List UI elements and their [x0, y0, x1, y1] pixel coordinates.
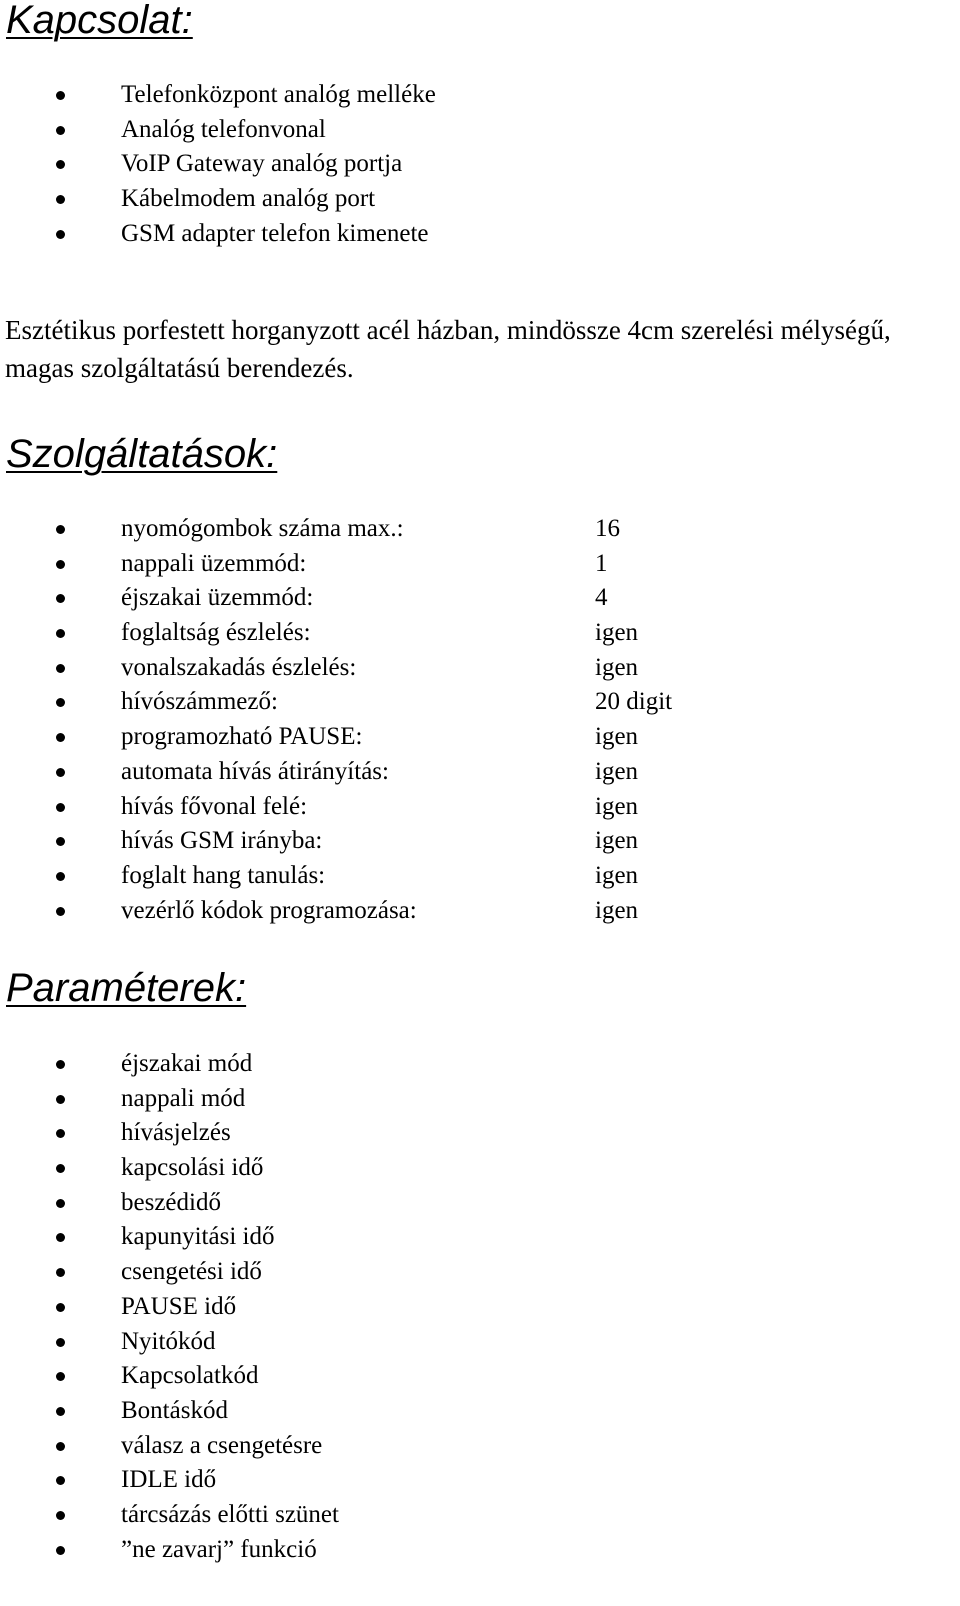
parameterek-heading: Paraméterek:	[6, 966, 247, 1010]
bullet-icon	[56, 1164, 65, 1173]
bullet-icon	[56, 872, 65, 881]
list-item-label: Telefonközpont analóg melléke	[121, 81, 436, 108]
bullet-icon	[56, 195, 65, 204]
bullet-icon	[56, 525, 65, 534]
feature-label: vezérlő kódok programozása:	[121, 896, 417, 924]
list-item-label: ”ne zavarj” funkció	[121, 1535, 317, 1563]
feature-label: éjszakai üzemmód:	[121, 584, 314, 612]
bullet-icon	[56, 91, 65, 100]
bullet-icon	[56, 1233, 65, 1242]
bullet-icon	[56, 1407, 65, 1416]
bullet-icon	[56, 1476, 65, 1485]
bullet-icon	[56, 907, 65, 916]
feature-value: igen	[595, 723, 639, 751]
list-item-label: nappali mód	[121, 1084, 246, 1112]
bullet-icon	[56, 160, 65, 169]
bullet-icon	[56, 126, 65, 135]
list-item-label: Analóg telefonvonal	[121, 115, 326, 143]
list-item-label: beszédidő	[121, 1188, 221, 1216]
bullet-icon	[56, 768, 65, 777]
bullet-icon	[56, 560, 65, 569]
bullet-icon	[56, 803, 65, 812]
description-paragraph: Esztétikus porfestett horganyzott acél házban, mindössze 4cm szerelési mélységű, magas szolgáltatású berendezés.	[5, 315, 891, 383]
list-item-label: kapcsolási idő	[121, 1154, 264, 1182]
bullet-icon	[56, 698, 65, 707]
list-item-label: VoIP Gateway analóg portja	[121, 150, 403, 178]
feature-label: nyomógombok száma max.:	[121, 515, 404, 542]
bullet-icon	[56, 1095, 65, 1104]
list-item-label: hívásjelzés	[121, 1119, 231, 1147]
feature-value: igen	[595, 896, 639, 924]
feature-label: automata hívás átirányítás:	[121, 757, 389, 785]
bullet-icon	[56, 1129, 65, 1138]
feature-label: programozható PAUSE:	[121, 723, 363, 751]
feature-label: foglalt hang tanulás:	[121, 861, 326, 889]
feature-label: foglaltság észlelés:	[121, 619, 311, 647]
feature-label: vonalszakadás észlelés:	[121, 653, 357, 681]
list-item-label: csengetési idő	[121, 1258, 262, 1286]
list-item-label: válasz a csengetésre	[121, 1431, 323, 1459]
list-item-label: PAUSE idő	[121, 1292, 237, 1320]
list-item-label: Kábelmodem analóg port	[121, 185, 376, 213]
feature-value: igen	[595, 861, 639, 889]
list-item-label: tárcsázás előtti szünet	[121, 1500, 339, 1528]
bullet-icon	[56, 629, 65, 638]
feature-value: 1	[595, 549, 608, 577]
bullet-icon	[56, 1268, 65, 1277]
feature-value: 16	[595, 515, 620, 542]
kapcsolat-heading: Kapcsolat:	[6, 0, 193, 42]
feature-label: hívószámmező:	[121, 688, 278, 716]
bullet-icon	[56, 230, 65, 239]
bullet-icon	[56, 1199, 65, 1208]
list-item-label: Kapcsolatkód	[121, 1362, 259, 1390]
bullet-icon	[56, 1511, 65, 1520]
list-item-label: Nyitókód	[121, 1327, 216, 1355]
bullet-icon	[56, 837, 65, 846]
feature-value: igen	[595, 792, 639, 820]
bullet-icon	[56, 1546, 65, 1555]
list-item-label: IDLE idő	[121, 1466, 217, 1494]
bullet-icon	[56, 664, 65, 673]
bullet-icon	[56, 733, 65, 742]
bullet-icon	[56, 1303, 65, 1312]
bullet-icon	[56, 594, 65, 603]
feature-value: igen	[595, 827, 639, 855]
list-item-label: kapunyitási idő	[121, 1223, 275, 1251]
feature-value: 20 digit	[595, 688, 673, 716]
feature-value: igen	[595, 653, 639, 681]
list-item-label: Bontáskód	[121, 1396, 228, 1424]
bullet-icon	[56, 1338, 65, 1347]
feature-label: nappali üzemmód:	[121, 549, 307, 577]
feature-label: hívás fővonal felé:	[121, 792, 308, 820]
bullet-icon	[56, 1060, 65, 1069]
bullet-icon	[56, 1442, 65, 1451]
feature-value: igen	[595, 619, 639, 647]
feature-label: hívás GSM irányba:	[121, 827, 323, 855]
list-item-label: GSM adapter telefon kimenete	[121, 219, 429, 247]
feature-value: 4	[595, 584, 608, 612]
szolgaltatasok-heading: Szolgáltatások:	[6, 432, 278, 476]
list-item-label: éjszakai mód	[121, 1050, 253, 1077]
feature-value: igen	[595, 757, 639, 785]
bullet-icon	[56, 1372, 65, 1381]
